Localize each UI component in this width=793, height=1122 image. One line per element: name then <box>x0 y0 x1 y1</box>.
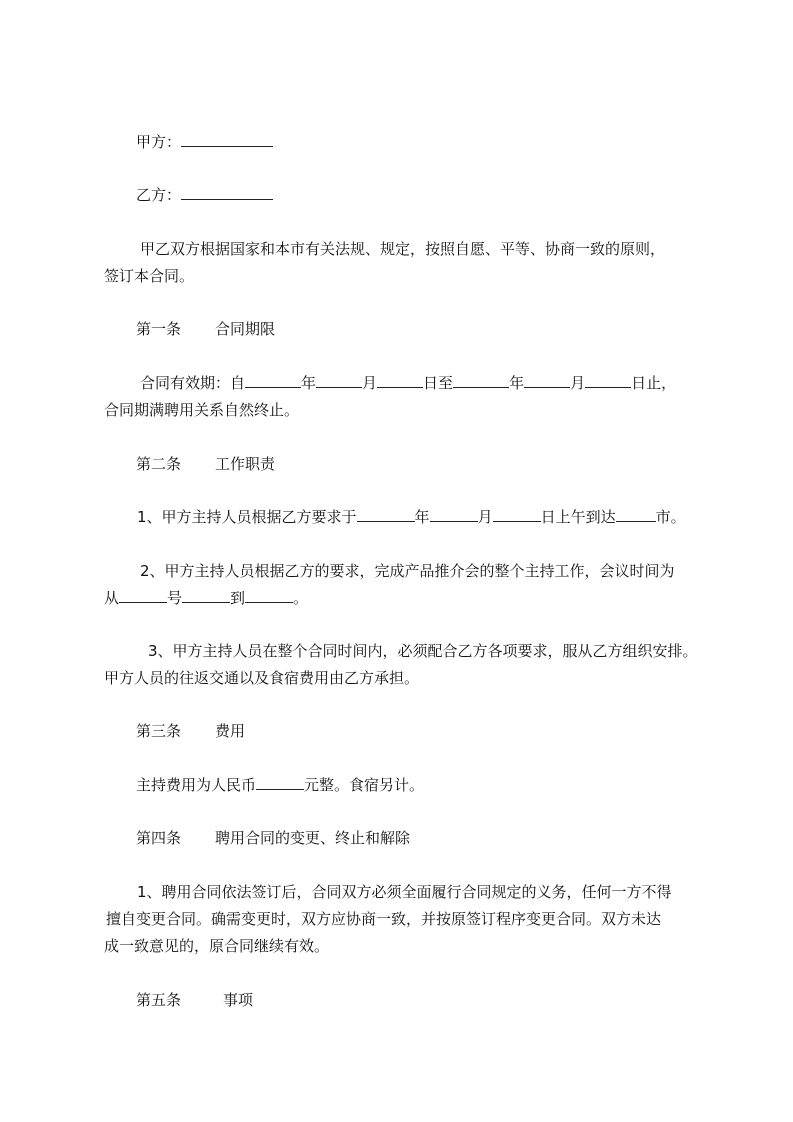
start-year-unit: 年 <box>301 374 317 392</box>
article-2-title: 工作职责 <box>215 455 276 473</box>
end-month-unit: 月 <box>570 374 586 392</box>
article-2-item-2-line-1: 2、甲方主持人员根据乙方的要求，完成产品推介会的整个主持工作，会议时间为 <box>140 562 675 580</box>
article-1-term-line <box>140 369 676 397</box>
arrival-year-blank[interactable] <box>357 504 415 522</box>
article-3-title: 费用 <box>215 722 246 740</box>
item-1-text: 1、甲方主持人员根据乙方要求于 <box>137 508 357 526</box>
article-2-item-1 <box>137 503 686 531</box>
end-day-label: 日止， <box>631 374 677 392</box>
article-4-item-1-line-2: 擅自变更合同。确需变更时，双方应协商一致，并按原签订程序变更合同。双方未达 <box>106 910 662 928</box>
start-month-blank[interactable] <box>316 370 362 388</box>
article-3-fee-line <box>136 771 424 799</box>
article-2-item-3-line-2: 甲方人员的往返交通以及食宿费用由乙方承担。 <box>104 669 420 687</box>
intro-line-1: 甲乙双方根据国家和本市有关法规、规定，按照自愿、平等、协商一致的原则， <box>140 240 666 258</box>
arrival-city-blank[interactable] <box>616 504 656 522</box>
meeting-from-label: 从 <box>104 589 120 607</box>
arrival-month-unit: 月 <box>477 508 493 526</box>
article-1-title: 合同期限 <box>215 320 276 338</box>
start-year-blank[interactable] <box>245 370 301 388</box>
article-2-item-2-line-2 <box>104 584 308 612</box>
start-day-to-label: 日至 <box>423 374 454 392</box>
meeting-middle-blank[interactable] <box>182 585 230 603</box>
fee-unit: 元整。食宿另计。 <box>304 776 425 794</box>
party-a-line <box>136 128 273 156</box>
article-4-number: 第四条 <box>136 829 182 847</box>
party-b-blank[interactable] <box>181 182 273 200</box>
meeting-end-blank[interactable] <box>245 585 293 603</box>
term-from-label: 合同有效期：自 <box>140 374 246 392</box>
arrival-year-unit: 年 <box>414 508 430 526</box>
arrival-day-label: 日上午到达 <box>540 508 616 526</box>
meeting-to-label: 到 <box>230 589 246 607</box>
article-4-title: 聘用合同的变更、终止和解除 <box>215 829 411 847</box>
article-3-heading <box>136 717 245 745</box>
article-2-heading <box>136 450 275 478</box>
end-year-unit: 年 <box>509 374 525 392</box>
meeting-start-blank[interactable] <box>119 585 167 603</box>
article-5-number: 第五条 <box>136 991 182 1009</box>
article-4-heading <box>136 824 410 852</box>
fee-label: 主持费用为人民币 <box>136 776 257 794</box>
intro-line-2: 签订本合同。 <box>104 267 195 285</box>
article-4-item-1-line-3: 成一致意见的，原合同继续有效。 <box>104 937 330 955</box>
article-1-heading <box>136 315 275 343</box>
article-1-number: 第一条 <box>136 320 182 338</box>
party-a-blank[interactable] <box>181 129 273 147</box>
article-5-title: 事项 <box>223 991 254 1009</box>
end-month-blank[interactable] <box>524 370 570 388</box>
start-day-blank[interactable] <box>377 370 423 388</box>
party-a-label: 甲方： <box>136 133 182 151</box>
party-b-line <box>136 181 273 209</box>
meeting-day-unit: 号 <box>167 589 183 607</box>
fee-amount-blank[interactable] <box>256 772 304 790</box>
start-month-unit: 月 <box>362 374 378 392</box>
article-1-line-2: 合同期满聘用关系自然终止。 <box>104 401 300 419</box>
arrival-month-blank[interactable] <box>430 504 478 522</box>
article-5-heading <box>136 986 253 1014</box>
arrival-city-unit: 市。 <box>655 508 686 526</box>
end-year-blank[interactable] <box>453 370 509 388</box>
meeting-end-punct: 。 <box>293 589 309 607</box>
article-2-item-3-line-1: 3、甲方主持人员在整个合同时间内，必须配合乙方各项要求，服从乙方组织安排。 <box>148 642 698 660</box>
party-b-label: 乙方： <box>136 186 182 204</box>
arrival-day-blank[interactable] <box>493 504 541 522</box>
article-2-number: 第二条 <box>136 455 182 473</box>
article-4-item-1-line-1: 1、聘用合同依法签订后，合同双方必须全面履行合同规定的义务，任何一方不得 <box>137 883 672 901</box>
end-day-blank[interactable] <box>585 370 631 388</box>
article-3-number: 第三条 <box>136 722 182 740</box>
